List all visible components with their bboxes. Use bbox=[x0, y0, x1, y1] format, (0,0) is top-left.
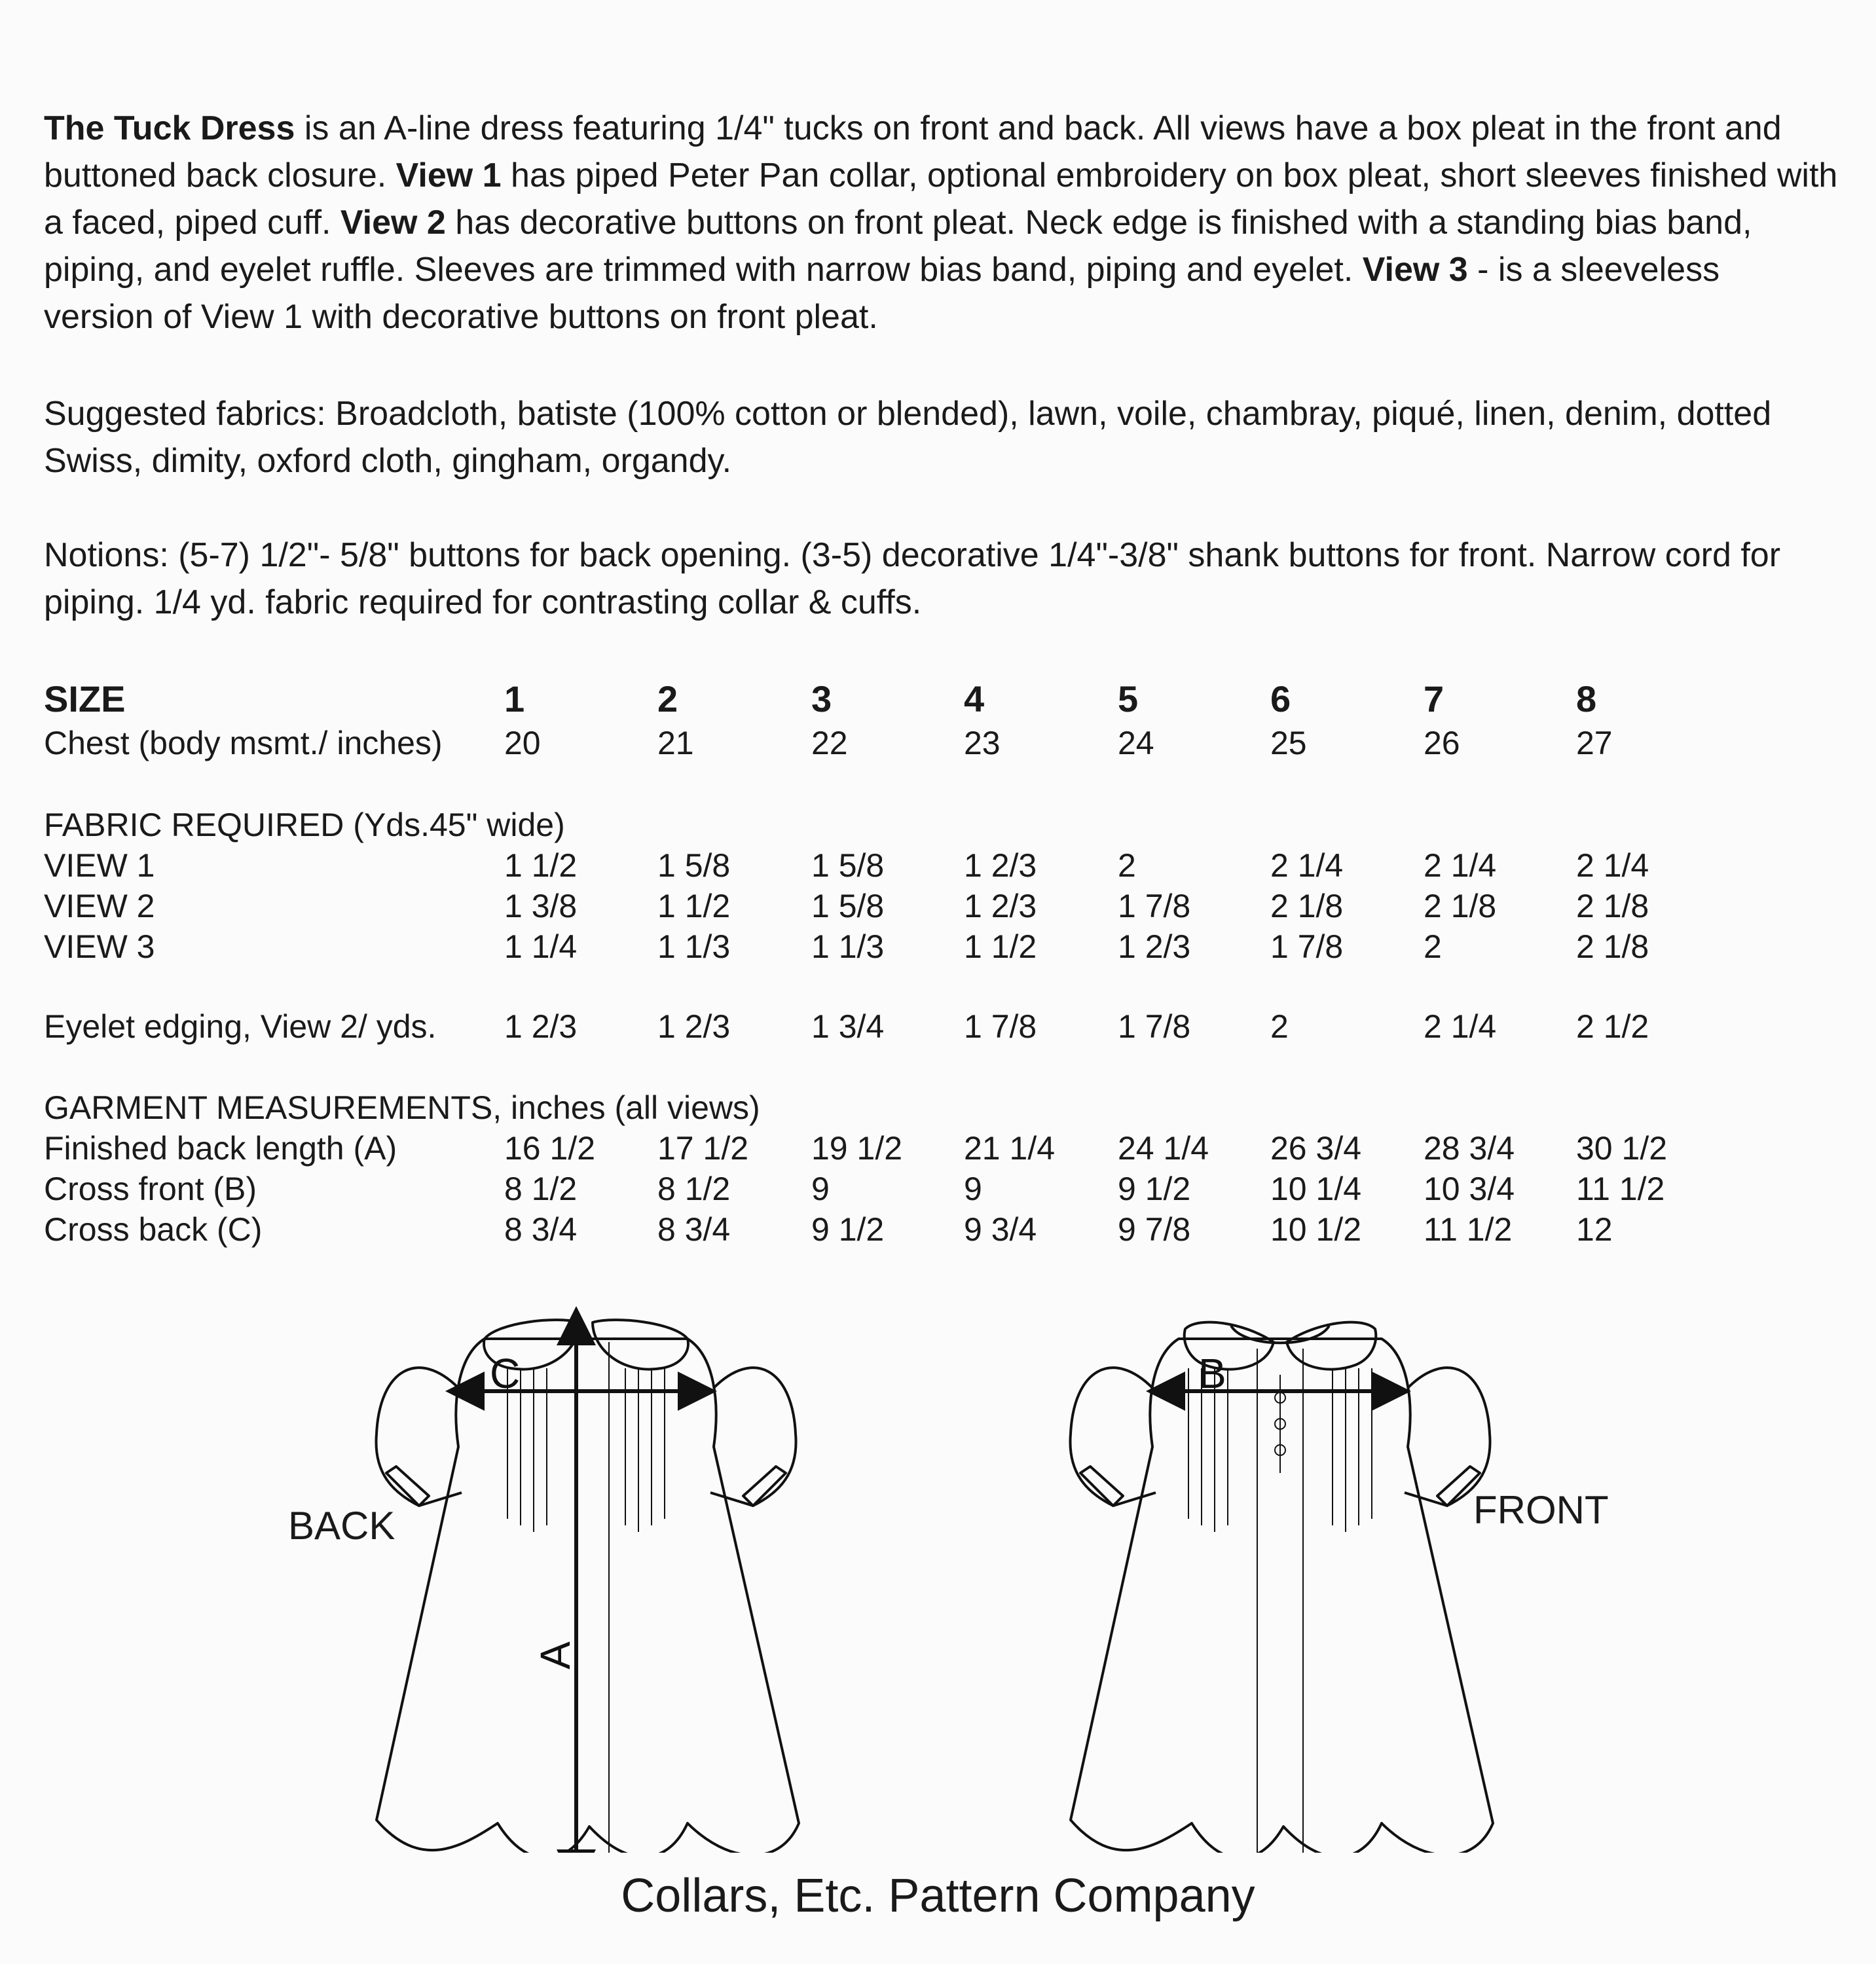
size-value-2: 1 5/8 bbox=[657, 847, 731, 884]
size-value-6: 2 1/8 bbox=[1270, 888, 1344, 924]
size-value-6: 25 bbox=[1270, 725, 1307, 761]
size-value-8: 12 bbox=[1576, 1211, 1613, 1248]
size-value-7: 2 1/8 bbox=[1424, 888, 1497, 924]
size-value-5: 5 bbox=[1118, 678, 1139, 719]
size-value-5: 24 1/4 bbox=[1118, 1130, 1209, 1167]
size-value-7: 7 bbox=[1424, 678, 1444, 719]
back-tucks bbox=[507, 1342, 665, 1853]
size-value-1: 1 bbox=[504, 678, 525, 719]
size-value-7: 2 bbox=[1424, 928, 1442, 965]
back-label: BACK bbox=[288, 1504, 395, 1548]
size-value-7: 2 1/4 bbox=[1424, 847, 1497, 884]
size-value-2: 1 1/2 bbox=[657, 888, 731, 924]
row-label: VIEW 3 bbox=[44, 928, 155, 965]
size-value-2: 8 1/2 bbox=[657, 1171, 731, 1207]
size-value-6: 1 7/8 bbox=[1270, 928, 1344, 965]
size-value-5: 1 7/8 bbox=[1118, 1008, 1191, 1045]
view-2-label: View 2 bbox=[340, 204, 446, 242]
size-value-5: 24 bbox=[1118, 725, 1154, 761]
size-value-4: 23 bbox=[964, 725, 1001, 761]
dress-illustrations bbox=[0, 1277, 1876, 1853]
size-value-1: 8 1/2 bbox=[504, 1171, 578, 1207]
size-value-4: 9 3/4 bbox=[964, 1211, 1037, 1248]
size-value-4: 1 1/2 bbox=[964, 928, 1037, 965]
row-label: SIZE bbox=[44, 678, 126, 719]
size-value-3: 1 1/3 bbox=[811, 928, 885, 965]
back-collar-right bbox=[593, 1320, 688, 1369]
size-value-6: 2 1/4 bbox=[1270, 847, 1344, 884]
view-3-label: View 3 bbox=[1362, 251, 1468, 289]
size-value-8: 8 bbox=[1576, 678, 1597, 719]
description-text: has piped Peter Pan collar, optional embroidery on box pleat, short sleeves finished with a faced, piped cuff. bbox=[44, 156, 1838, 242]
description-text: - is a sleeveless version of View 1 with decorative buttons on front pleat. bbox=[44, 251, 1720, 336]
front-dress-outline bbox=[1071, 1339, 1493, 1853]
size-value-6: 26 3/4 bbox=[1270, 1130, 1362, 1167]
row-label: Eyelet edging, View 2/ yds. bbox=[44, 1008, 437, 1045]
size-value-3: 9 bbox=[811, 1171, 830, 1207]
size-value-2: 21 bbox=[657, 725, 694, 761]
description-paragraph bbox=[44, 105, 1838, 340]
front-dress-drawing bbox=[1070, 1322, 1493, 1853]
marker-c: C bbox=[490, 1350, 521, 1397]
row-label: Chest (body msmt./ inches) bbox=[44, 725, 443, 761]
size-value-8: 2 1/8 bbox=[1576, 888, 1649, 924]
size-value-4: 1 7/8 bbox=[964, 1008, 1037, 1045]
fabric-required-heading: FABRIC REQUIRED (Yds.45" wide) bbox=[44, 807, 565, 843]
size-value-7: 10 3/4 bbox=[1424, 1171, 1515, 1207]
size-value-8: 2 1/4 bbox=[1576, 847, 1649, 884]
size-value-6: 10 1/4 bbox=[1270, 1171, 1362, 1207]
size-value-4: 1 2/3 bbox=[964, 888, 1037, 924]
size-value-2: 8 3/4 bbox=[657, 1211, 731, 1248]
size-value-7: 26 bbox=[1424, 725, 1460, 761]
size-value-1: 1 3/8 bbox=[504, 888, 578, 924]
back-dress-outline bbox=[377, 1339, 799, 1853]
size-value-2: 17 1/2 bbox=[657, 1130, 749, 1167]
size-value-2: 2 bbox=[657, 678, 678, 719]
size-value-8: 30 1/2 bbox=[1576, 1130, 1668, 1167]
view-1-label: View 1 bbox=[395, 156, 502, 194]
back-dress-drawing bbox=[376, 1320, 799, 1853]
size-value-3: 1 5/8 bbox=[811, 847, 885, 884]
size-value-1: 1 2/3 bbox=[504, 1008, 578, 1045]
marker-b: B bbox=[1198, 1350, 1226, 1397]
size-value-1: 1 1/4 bbox=[504, 928, 578, 965]
size-value-8: 27 bbox=[1576, 725, 1613, 761]
size-value-1: 20 bbox=[504, 725, 541, 761]
size-value-1: 1 1/2 bbox=[504, 847, 578, 884]
size-value-5: 9 7/8 bbox=[1118, 1211, 1191, 1248]
size-value-3: 3 bbox=[811, 678, 832, 719]
front-label: FRONT bbox=[1473, 1488, 1609, 1532]
company-name: Collars, Etc. Pattern Company bbox=[621, 1870, 1255, 1922]
size-value-3: 1 5/8 bbox=[811, 888, 885, 924]
row-label: VIEW 1 bbox=[44, 847, 155, 884]
size-value-3: 22 bbox=[811, 725, 848, 761]
size-value-5: 2 bbox=[1118, 847, 1136, 884]
size-value-1: 8 3/4 bbox=[504, 1211, 578, 1248]
size-value-5: 1 2/3 bbox=[1118, 928, 1191, 965]
size-value-3: 1 3/4 bbox=[811, 1008, 885, 1045]
size-value-2: 1 1/3 bbox=[657, 928, 731, 965]
size-value-6: 6 bbox=[1270, 678, 1291, 719]
marker-a: A bbox=[532, 1641, 579, 1669]
size-value-1: 16 1/2 bbox=[504, 1130, 596, 1167]
front-collar-right bbox=[1287, 1322, 1376, 1370]
size-value-8: 11 1/2 bbox=[1576, 1171, 1665, 1207]
size-value-3: 19 1/2 bbox=[811, 1130, 903, 1167]
size-value-6: 2 bbox=[1270, 1008, 1289, 1045]
row-label: VIEW 2 bbox=[44, 888, 155, 924]
size-value-4: 1 2/3 bbox=[964, 847, 1037, 884]
description-text: is an A-line dress featuring 1/4" tucks on front and back. All views have a box pleat in the front and buttoned back closure. bbox=[44, 109, 1782, 194]
size-value-6: 10 1/2 bbox=[1270, 1211, 1362, 1248]
suggested-fabrics: Suggested fabrics: Broadcloth, batiste (100% cotton or blended), lawn, voile, chambray, piqué, linen, denim, dotted Swiss, dimity, oxford cloth, gingham, organdy. bbox=[44, 395, 1772, 480]
row-label: Finished back length (A) bbox=[44, 1130, 397, 1167]
size-value-7: 2 1/4 bbox=[1424, 1008, 1497, 1045]
notions: Notions: (5-7) 1/2"- 5/8" buttons for back opening. (3-5) decorative 1/4"-3/8" shank buttons for front. Narrow cord for piping. 1/4 yd. fabric required for contrasting collar & cuffs. bbox=[44, 536, 1781, 621]
size-value-3: 9 1/2 bbox=[811, 1211, 885, 1248]
size-value-4: 4 bbox=[964, 678, 985, 719]
size-value-4: 21 1/4 bbox=[964, 1130, 1056, 1167]
description-text: has decorative buttons on front pleat. Neck edge is finished with a standing bias band, piping, and eyelet ruffle. Sleeves are trimmed with narrow bias band, piping and eyelet. bbox=[44, 204, 1752, 289]
row-label: Cross front (B) bbox=[44, 1171, 257, 1207]
size-value-5: 1 7/8 bbox=[1118, 888, 1191, 924]
size-value-7: 28 3/4 bbox=[1424, 1130, 1515, 1167]
size-value-5: 9 1/2 bbox=[1118, 1171, 1191, 1207]
size-value-7: 11 1/2 bbox=[1424, 1211, 1513, 1248]
size-value-4: 9 bbox=[964, 1171, 982, 1207]
dress-title: The Tuck Dress bbox=[44, 109, 295, 147]
size-value-8: 2 1/2 bbox=[1576, 1008, 1649, 1045]
size-value-8: 2 1/8 bbox=[1576, 928, 1649, 965]
size-value-2: 1 2/3 bbox=[657, 1008, 731, 1045]
garment-measurements-heading: GARMENT MEASUREMENTS, inches (all views) bbox=[44, 1089, 760, 1126]
row-label: Cross back (C) bbox=[44, 1211, 263, 1248]
